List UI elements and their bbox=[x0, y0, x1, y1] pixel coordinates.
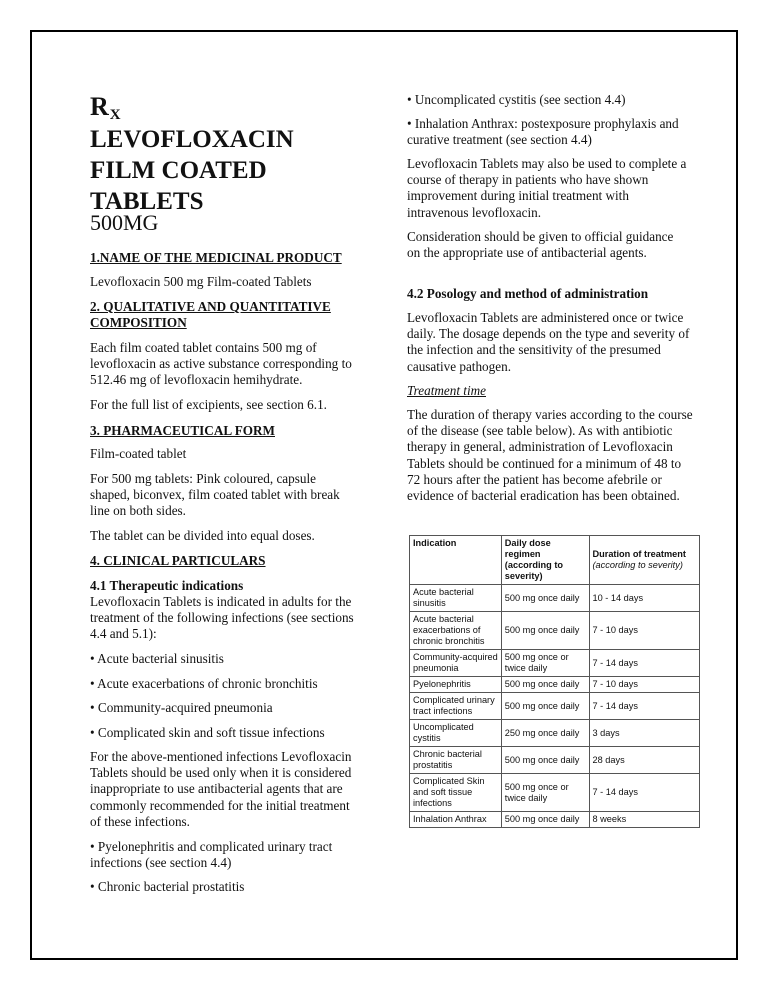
section-3-text-3: The tablet can be divided into equal doses. bbox=[90, 528, 315, 543]
bullet-item: • Uncomplicated cystitis (see section 4.4) bbox=[407, 92, 626, 107]
bullet-item: • Inhalation Anthrax: postexposure prophylaxis and curative treatment (see section 4.4) bbox=[407, 116, 679, 148]
cell-duration: 7 - 10 days bbox=[589, 612, 700, 650]
section-4-2-text: Levofloxacin Tablets are administered once or twice daily. The dosage depends on the type and severity of the infection and the sensitivity of the presumed causative pathogen. bbox=[407, 310, 690, 374]
cell-duration: 10 - 14 days bbox=[589, 585, 700, 612]
table-row bbox=[410, 774, 700, 812]
bullet-item: • Community-acquired pneumonia bbox=[90, 700, 273, 715]
section-2-heading-line-1: 2. QUALITATIVE AND QUANTITATIVE bbox=[90, 299, 331, 314]
cell-duration: 7 - 14 days bbox=[589, 693, 700, 720]
section-4-heading: 4. CLINICAL PARTICULARS bbox=[90, 553, 266, 568]
product-title-line-1: LEVOFLOXACIN bbox=[90, 126, 294, 153]
cell-duration: 7 - 14 days bbox=[589, 650, 700, 677]
table-row bbox=[410, 650, 700, 677]
table-row bbox=[410, 677, 700, 693]
cell-dose: 500 mg once daily bbox=[501, 612, 589, 650]
cell-dose: 500 mg once daily bbox=[501, 693, 589, 720]
cell-indication: Pyelonephritis bbox=[410, 677, 502, 693]
product-title-line-2: FILM COATED bbox=[90, 157, 267, 184]
cell-dose: 500 mg once daily bbox=[501, 585, 589, 612]
section-3-heading: 3. PHARMACEUTICAL FORM bbox=[90, 423, 275, 438]
treatment-duration-text: The duration of therapy varies according to the course of the disease (see table below). As with antibiotic therapy in general, administration of Levofloxacin Tablets should be continued for a minimum of 48 to 72 hours after the patient has become afebrile or evidence of bacterial eradication has been obtained. bbox=[407, 407, 693, 504]
section-3-text-2: For 500 mg tablets: Pink coloured, capsule shaped, biconvex, film coated tablet with break line on both sides. bbox=[90, 471, 340, 519]
cell-indication: Community-acquired pneumonia bbox=[410, 650, 502, 677]
product-strength: 500MG bbox=[90, 210, 159, 235]
section-3-text-1: Film-coated tablet bbox=[90, 446, 187, 461]
cell-indication: Chronic bacterial prostatitis bbox=[410, 747, 502, 774]
table-row bbox=[410, 585, 700, 612]
table-row bbox=[410, 747, 700, 774]
section-2-text-2: For the full list of excipients, see section 6.1. bbox=[90, 397, 327, 412]
cell-duration: 7 - 14 days bbox=[589, 774, 700, 812]
cell-dose: 250 mg once daily bbox=[501, 720, 589, 747]
cell-duration: 7 - 10 days bbox=[589, 677, 700, 693]
bullet-item: • Complicated skin and soft tissue infections bbox=[90, 725, 325, 740]
section-1-heading: 1.NAME OF THE MEDICINAL PRODUCT bbox=[90, 250, 342, 265]
intravenous-note-text: Levofloxacin Tablets may also be used to complete a course of therapy in patients who have shown improvement during initial treatment with intravenous levofloxacin. bbox=[407, 156, 687, 220]
header-daily-dose: Daily dose regimen (according to severity) bbox=[501, 536, 589, 585]
cell-indication: Uncomplicated cystitis bbox=[410, 720, 502, 747]
section-2-text-1: Each film coated tablet contains 500 mg of levofloxacin as active substance corresponding to 512.46 mg of levofloxacin hemihydrate. bbox=[90, 340, 352, 388]
bullet-item: • Acute bacterial sinusitis bbox=[90, 651, 224, 666]
cell-indication: Acute bacterial sinusitis bbox=[410, 585, 502, 612]
table-row bbox=[410, 612, 700, 650]
section-4-1-heading: 4.1 Therapeutic indications bbox=[90, 578, 244, 593]
section-4-2-heading: 4.2 Posology and method of administration bbox=[407, 286, 649, 301]
cell-dose: 500 mg once daily bbox=[501, 677, 589, 693]
cell-dose: 500 mg once daily bbox=[501, 812, 589, 828]
cell-indication: Inhalation Anthrax bbox=[410, 812, 502, 828]
bullet-item: • Chronic bacterial prostatitis bbox=[90, 879, 245, 894]
infections-note-text: For the above-mentioned infections Levofloxacin Tablets should be used only when it is considered inappropriate to use antibacterial agents that are commonly recommended for the initial treatment of these infections. bbox=[90, 749, 352, 829]
header-duration: Duration of treatment (according to severity) bbox=[589, 536, 700, 585]
table-row bbox=[410, 812, 700, 828]
table-header-row bbox=[410, 536, 700, 585]
dosage-table bbox=[409, 535, 700, 828]
section-4-1-text: Levofloxacin Tablets is indicated in adults for the treatment of the following infections (see sections 4.4 and 5.1): bbox=[90, 594, 354, 642]
cell-duration: 8 weeks bbox=[589, 812, 700, 828]
cell-indication: Acute bacterial exacerbations of chronic bronchitis bbox=[410, 612, 502, 650]
cell-dose: 500 mg once or twice daily bbox=[501, 650, 589, 677]
rx-symbol: $R_X$ bbox=[90, 92, 122, 123]
treatment-time-subheading: Treatment time bbox=[407, 383, 486, 398]
cell-dose: 500 mg once or twice daily bbox=[501, 774, 589, 812]
guidance-note-text: Consideration should be given to official guidance on the appropriate use of antibacterial agents. bbox=[407, 229, 674, 261]
cell-duration: 28 days bbox=[589, 747, 700, 774]
section-2-heading-line-2: COMPOSITION bbox=[90, 315, 187, 330]
section-1-text: Levofloxacin 500 mg Film-coated Tablets bbox=[90, 274, 312, 289]
table-row bbox=[410, 720, 700, 747]
cell-indication: Complicated urinary tract infections bbox=[410, 693, 502, 720]
cell-duration: 3 days bbox=[589, 720, 700, 747]
cell-dose: 500 mg once daily bbox=[501, 747, 589, 774]
product-title-line-3: TABLETS bbox=[90, 188, 204, 215]
table-row bbox=[410, 693, 700, 720]
bullet-item: • Acute exacerbations of chronic bronchitis bbox=[90, 676, 318, 691]
bullet-item: • Pyelonephritis and complicated urinary tract infections (see section 4.4) bbox=[90, 839, 333, 871]
header-indication: Indication bbox=[410, 536, 502, 585]
cell-indication: Complicated Skin and soft tissue infections bbox=[410, 774, 502, 812]
